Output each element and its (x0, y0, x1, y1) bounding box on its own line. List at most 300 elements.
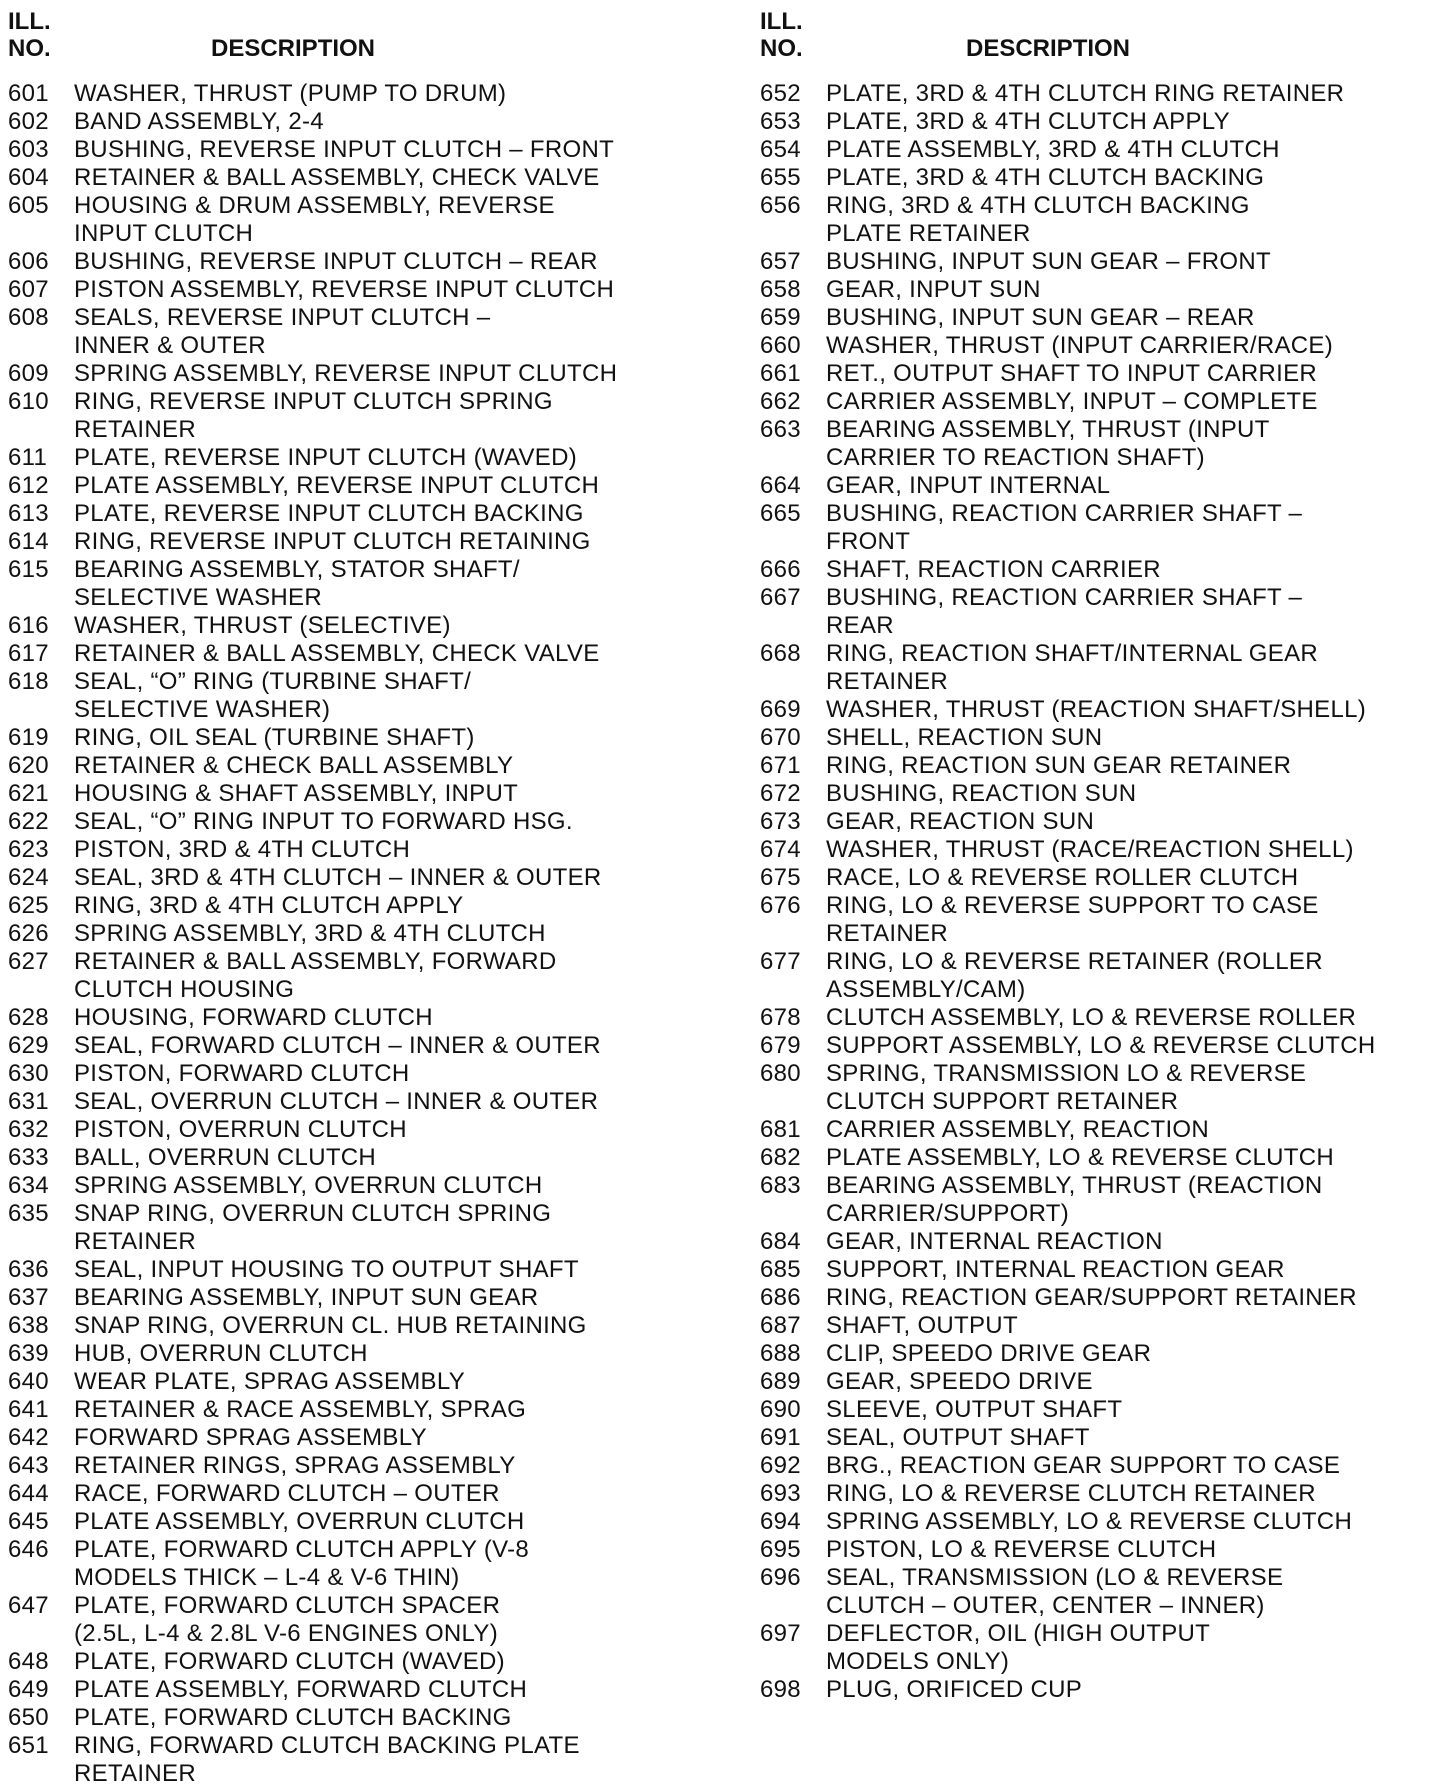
item-number: 643 (8, 1452, 49, 1479)
list-item (760, 1284, 1432, 1312)
description-label: DESCRIPTION (211, 35, 376, 62)
list-item (8, 1452, 708, 1480)
item-number: 694 (760, 1508, 801, 1535)
item-number: 680 (760, 1060, 801, 1087)
list-item (760, 752, 1432, 780)
item-number: 678 (760, 1004, 801, 1031)
item-description: SEAL, INPUT HOUSING TO OUTPUT SHAFT (74, 1256, 579, 1283)
list-item (760, 1368, 1432, 1396)
item-number: 696 (760, 1564, 801, 1591)
item-number: 646 (8, 1536, 49, 1563)
list-item (8, 724, 708, 752)
list-item (760, 276, 1432, 304)
item-number: 651 (8, 1732, 49, 1759)
item-description: SPRING ASSEMBLY, LO & REVERSE CLUTCH (826, 1508, 1353, 1535)
list-item (760, 1228, 1432, 1256)
item-description: SUPPORT ASSEMBLY, LO & REVERSE CLUTCH (826, 1032, 1376, 1059)
item-number: 691 (760, 1424, 801, 1451)
item-number: 660 (760, 332, 801, 359)
item-description: RETAINER & BALL ASSEMBLY, CHECK VALVE (74, 640, 600, 667)
item-number: 685 (760, 1256, 801, 1283)
item-description: FORWARD SPRAG ASSEMBLY (74, 1424, 427, 1451)
list-item (8, 1284, 708, 1312)
item-description: CARRIER ASSEMBLY, INPUT – COMPLETE (826, 388, 1318, 415)
item-description: BUSHING, INPUT SUN GEAR – REAR (826, 304, 1255, 331)
item-number: 638 (8, 1312, 49, 1339)
list-item (8, 1032, 708, 1060)
list-item (8, 1536, 708, 1592)
list-item (760, 1396, 1432, 1424)
item-description: BUSHING, REACTION SUN (826, 780, 1137, 807)
item-number: 687 (760, 1312, 801, 1339)
list-item (8, 108, 708, 136)
item-number: 672 (760, 780, 801, 807)
item-number: 621 (8, 780, 49, 807)
parts-list (760, 80, 1432, 1704)
item-description: BUSHING, REVERSE INPUT CLUTCH – FRONT (74, 136, 615, 163)
item-description: SNAP RING, OVERRUN CLUTCH SPRING RETAINER (74, 1200, 552, 1255)
list-item (760, 584, 1432, 640)
item-description: PLUG, ORIFICED CUP (826, 1676, 1083, 1703)
item-description: SEAL, “O” RING (TURBINE SHAFT/ SELECTIVE WASHER) (74, 668, 472, 723)
list-item (760, 360, 1432, 388)
item-description: HOUSING & SHAFT ASSEMBLY, INPUT (74, 780, 519, 807)
list-item (8, 1396, 708, 1424)
list-item (8, 80, 708, 108)
list-item (760, 1424, 1432, 1452)
list-item (8, 192, 708, 248)
item-number: 689 (760, 1368, 801, 1395)
list-item (760, 304, 1432, 332)
item-number: 645 (8, 1508, 49, 1535)
item-description: SPRING ASSEMBLY, OVERRUN CLUTCH (74, 1172, 543, 1199)
item-number: 674 (760, 836, 801, 863)
item-number: 620 (8, 752, 49, 779)
item-description: PLATE, FORWARD CLUTCH APPLY (V-8 MODELS THICK – L-4 & V-6 THIN) (74, 1536, 530, 1591)
list-item (8, 472, 708, 500)
item-description: RING, LO & REVERSE SUPPORT TO CASE RETAINER (826, 892, 1319, 947)
list-item (8, 1200, 708, 1256)
list-item (8, 1424, 708, 1452)
item-description: GEAR, INTERNAL REACTION (826, 1228, 1163, 1255)
list-item (8, 500, 708, 528)
item-description: PLATE, 3RD & 4TH CLUTCH BACKING (826, 164, 1265, 191)
item-description: GEAR, SPEEDO DRIVE (826, 1368, 1093, 1395)
item-number: 625 (8, 892, 49, 919)
item-description: SEAL, FORWARD CLUTCH – INNER & OUTER (74, 1032, 601, 1059)
list-item (760, 948, 1432, 1004)
item-number: 607 (8, 276, 49, 303)
item-number: 673 (760, 808, 801, 835)
item-description: RETAINER & BALL ASSEMBLY, CHECK VALVE (74, 164, 600, 191)
item-number: 661 (760, 360, 801, 387)
item-number: 637 (8, 1284, 49, 1311)
item-number: 615 (8, 556, 49, 583)
item-number: 617 (8, 640, 49, 667)
list-item (8, 136, 708, 164)
item-number: 604 (8, 164, 49, 191)
item-description: GEAR, INPUT SUN (826, 276, 1041, 303)
item-number: 692 (760, 1452, 801, 1479)
item-description: HOUSING, FORWARD CLUTCH (74, 1004, 433, 1031)
item-number: 662 (760, 388, 801, 415)
item-description: PLATE ASSEMBLY, REVERSE INPUT CLUTCH (74, 472, 600, 499)
item-description: BEARING ASSEMBLY, INPUT SUN GEAR (74, 1284, 539, 1311)
item-description: BEARING ASSEMBLY, STATOR SHAFT/ SELECTIVE WASHER (74, 556, 520, 611)
item-number: 634 (8, 1172, 49, 1199)
item-number: 679 (760, 1032, 801, 1059)
list-item (760, 1508, 1432, 1536)
item-description: PLATE, FORWARD CLUTCH BACKING (74, 1704, 512, 1731)
parts-list-right-column (760, 8, 1432, 1704)
item-description: GEAR, INPUT INTERNAL (826, 472, 1111, 499)
list-item (760, 192, 1432, 248)
item-description: RING, REVERSE INPUT CLUTCH SPRING RETAINER (74, 388, 553, 443)
item-number: 610 (8, 388, 49, 415)
item-description: SEAL, OUTPUT SHAFT (826, 1424, 1090, 1451)
item-number: 627 (8, 948, 49, 975)
item-number: 655 (760, 164, 801, 191)
list-item (8, 304, 708, 360)
item-description: PLATE, 3RD & 4TH CLUTCH APPLY (826, 108, 1230, 135)
item-description: WEAR PLATE, SPRAG ASSEMBLY (74, 1368, 466, 1395)
item-number: 666 (760, 556, 801, 583)
item-description: SHAFT, OUTPUT (826, 1312, 1018, 1339)
item-description: RACE, FORWARD CLUTCH – OUTER (74, 1480, 500, 1507)
list-item (760, 1256, 1432, 1284)
item-description: BUSHING, REVERSE INPUT CLUTCH – REAR (74, 248, 598, 275)
item-description: CLUTCH ASSEMBLY, LO & REVERSE ROLLER (826, 1004, 1357, 1031)
item-description: PLATE ASSEMBLY, OVERRUN CLUTCH (74, 1508, 525, 1535)
list-item (760, 416, 1432, 472)
item-description: SEAL, OVERRUN CLUTCH – INNER & OUTER (74, 1088, 599, 1115)
item-number: 653 (760, 108, 801, 135)
item-description: RING, REACTION GEAR/SUPPORT RETAINER (826, 1284, 1357, 1311)
item-number: 647 (8, 1592, 49, 1619)
item-description: RETAINER & CHECK BALL ASSEMBLY (74, 752, 514, 779)
item-number: 631 (8, 1088, 49, 1115)
item-description: PISTON ASSEMBLY, REVERSE INPUT CLUTCH (74, 276, 615, 303)
item-description: SEALS, REVERSE INPUT CLUTCH – INNER & OUTER (74, 304, 491, 359)
ill-label: ILL. (760, 8, 803, 35)
item-description: RING, FORWARD CLUTCH BACKING PLATE RETAINER (74, 1732, 580, 1787)
item-number: 675 (760, 864, 801, 891)
item-number: 630 (8, 1060, 49, 1087)
parts-list-left-column (8, 8, 708, 1788)
list-item (760, 836, 1432, 864)
item-number: 663 (760, 416, 801, 443)
list-item (8, 780, 708, 808)
ill-label: ILL. (8, 8, 51, 35)
item-number: 635 (8, 1200, 49, 1227)
list-item (760, 892, 1432, 948)
no-label: NO. (8, 35, 51, 62)
item-description: BEARING ASSEMBLY, THRUST (REACTION CARRIER/SUPPORT) (826, 1172, 1323, 1227)
item-number: 612 (8, 472, 49, 499)
item-number: 613 (8, 500, 49, 527)
list-item (760, 1536, 1432, 1564)
column-header (8, 8, 708, 68)
item-description: SPRING, TRANSMISSION LO & REVERSE CLUTCH SUPPORT RETAINER (826, 1060, 1307, 1115)
list-item (760, 724, 1432, 752)
parts-list (8, 80, 708, 1788)
item-description: PLATE, FORWARD CLUTCH SPACER (2.5L, L-4 & 2.8L V-6 ENGINES ONLY) (74, 1592, 501, 1647)
list-item (8, 1312, 708, 1340)
list-item (760, 248, 1432, 276)
item-number: 686 (760, 1284, 801, 1311)
item-description: RETAINER & BALL ASSEMBLY, FORWARD CLUTCH HOUSING (74, 948, 557, 1003)
list-item (8, 1508, 708, 1536)
item-number: 616 (8, 612, 49, 639)
list-item (760, 1480, 1432, 1508)
item-description: HUB, OVERRUN CLUTCH (74, 1340, 368, 1367)
item-number: 649 (8, 1676, 49, 1703)
list-item (8, 1704, 708, 1732)
item-number: 665 (760, 500, 801, 527)
list-item (760, 1620, 1432, 1676)
list-item (760, 388, 1432, 416)
list-item (760, 500, 1432, 556)
item-number: 654 (760, 136, 801, 163)
list-item (8, 1676, 708, 1704)
list-item (8, 920, 708, 948)
item-number: 609 (8, 360, 49, 387)
list-item (760, 864, 1432, 892)
item-number: 682 (760, 1144, 801, 1171)
list-item (8, 556, 708, 612)
item-number: 657 (760, 248, 801, 275)
item-description: PISTON, OVERRUN CLUTCH (74, 1116, 407, 1143)
list-item (8, 640, 708, 668)
list-item (8, 1340, 708, 1368)
list-item (8, 1172, 708, 1200)
item-description: RACE, LO & REVERSE ROLLER CLUTCH (826, 864, 1299, 891)
item-description: CARRIER ASSEMBLY, REACTION (826, 1116, 1210, 1143)
item-description: BUSHING, REACTION CARRIER SHAFT – FRONT (826, 500, 1303, 555)
item-number: 681 (760, 1116, 801, 1143)
item-description: PLATE ASSEMBLY, 3RD & 4TH CLUTCH (826, 136, 1280, 163)
list-item (760, 1340, 1432, 1368)
list-item (8, 276, 708, 304)
list-item (8, 752, 708, 780)
list-item (8, 1648, 708, 1676)
list-item (8, 864, 708, 892)
item-description: WASHER, THRUST (PUMP TO DRUM) (74, 80, 507, 107)
item-description: RING, LO & REVERSE CLUTCH RETAINER (826, 1480, 1316, 1507)
item-description: PISTON, 3RD & 4TH CLUTCH (74, 836, 411, 863)
item-number: 601 (8, 80, 49, 107)
item-number: 642 (8, 1424, 49, 1451)
item-description: RETAINER & RACE ASSEMBLY, SPRAG (74, 1396, 527, 1423)
list-item (760, 1312, 1432, 1340)
list-item (8, 388, 708, 444)
list-item (760, 1564, 1432, 1620)
item-number: 608 (8, 304, 49, 331)
item-description: RING, REVERSE INPUT CLUTCH RETAINING (74, 528, 591, 555)
item-number: 659 (760, 304, 801, 331)
item-description: GEAR, REACTION SUN (826, 808, 1095, 835)
list-item (760, 472, 1432, 500)
item-number: 652 (760, 80, 801, 107)
item-number: 668 (760, 640, 801, 667)
list-item (760, 640, 1432, 696)
item-description: PLATE, REVERSE INPUT CLUTCH (WAVED) (74, 444, 578, 471)
item-number: 693 (760, 1480, 801, 1507)
list-item (8, 1004, 708, 1032)
list-item (8, 948, 708, 1004)
item-number: 650 (8, 1704, 49, 1731)
item-description: SLEEVE, OUTPUT SHAFT (826, 1396, 1123, 1423)
item-description: BEARING ASSEMBLY, THRUST (INPUT CARRIER TO REACTION SHAFT) (826, 416, 1270, 471)
item-number: 640 (8, 1368, 49, 1395)
item-number: 658 (760, 276, 801, 303)
item-description: PLATE, REVERSE INPUT CLUTCH BACKING (74, 500, 584, 527)
item-description: SEAL, TRANSMISSION (LO & REVERSE CLUTCH – OUTER, CENTER – INNER) (826, 1564, 1284, 1619)
item-description: WASHER, THRUST (RACE/REACTION SHELL) (826, 836, 1354, 863)
item-number: 698 (760, 1676, 801, 1703)
item-number: 623 (8, 836, 49, 863)
item-description: BUSHING, INPUT SUN GEAR – FRONT (826, 248, 1271, 275)
item-number: 688 (760, 1340, 801, 1367)
list-item (8, 892, 708, 920)
list-item (8, 1368, 708, 1396)
item-description: RING, 3RD & 4TH CLUTCH APPLY (74, 892, 464, 919)
list-item (8, 360, 708, 388)
no-label: NO. (760, 35, 803, 62)
item-number: 632 (8, 1116, 49, 1143)
item-number: 614 (8, 528, 49, 555)
item-number: 618 (8, 668, 49, 695)
item-description: WASHER, THRUST (SELECTIVE) (74, 612, 451, 639)
item-number: 639 (8, 1340, 49, 1367)
item-description: PLATE ASSEMBLY, FORWARD CLUTCH (74, 1676, 528, 1703)
item-number: 684 (760, 1228, 801, 1255)
list-item (8, 1592, 708, 1648)
item-description: RING, OIL SEAL (TURBINE SHAFT) (74, 724, 475, 751)
item-description: RING, 3RD & 4TH CLUTCH BACKING PLATE RETAINER (826, 192, 1250, 247)
list-item (8, 836, 708, 864)
item-number: 671 (760, 752, 801, 779)
item-number: 622 (8, 808, 49, 835)
item-description: SNAP RING, OVERRUN CL. HUB RETAINING (74, 1312, 587, 1339)
item-number: 603 (8, 136, 49, 163)
list-item (8, 1732, 708, 1788)
item-number: 690 (760, 1396, 801, 1423)
item-description: PLATE, FORWARD CLUTCH (WAVED) (74, 1648, 505, 1675)
item-description: SPRING ASSEMBLY, 3RD & 4TH CLUTCH (74, 920, 546, 947)
item-description: RING, REACTION SUN GEAR RETAINER (826, 752, 1292, 779)
item-description: BUSHING, REACTION CARRIER SHAFT – REAR (826, 584, 1303, 639)
list-item (8, 1088, 708, 1116)
list-item (760, 1172, 1432, 1228)
description-label: DESCRIPTION (966, 35, 1131, 62)
item-number: 624 (8, 864, 49, 891)
item-description: SHELL, REACTION SUN (826, 724, 1103, 751)
item-number: 636 (8, 1256, 49, 1283)
item-number: 648 (8, 1648, 49, 1675)
column-header (760, 8, 1432, 68)
list-item (760, 780, 1432, 808)
list-item (8, 1480, 708, 1508)
list-item (760, 696, 1432, 724)
item-number: 664 (760, 472, 801, 499)
item-description: WASHER, THRUST (REACTION SHAFT/SHELL) (826, 696, 1367, 723)
item-number: 633 (8, 1144, 49, 1171)
list-item (8, 1116, 708, 1144)
item-description: PLATE, 3RD & 4TH CLUTCH RING RETAINER (826, 80, 1345, 107)
list-item (760, 808, 1432, 836)
item-number: 626 (8, 920, 49, 947)
item-description: BRG., REACTION GEAR SUPPORT TO CASE (826, 1452, 1341, 1479)
list-item (760, 1004, 1432, 1032)
list-item (8, 808, 708, 836)
item-number: 605 (8, 192, 49, 219)
item-description: RETAINER RINGS, SPRAG ASSEMBLY (74, 1452, 516, 1479)
item-description: RING, LO & REVERSE RETAINER (ROLLER ASSEMBLY/CAM) (826, 948, 1323, 1003)
list-item (8, 528, 708, 556)
item-number: 676 (760, 892, 801, 919)
list-item (760, 332, 1432, 360)
item-description: HOUSING & DRUM ASSEMBLY, REVERSE INPUT CLUTCH (74, 192, 555, 247)
item-description: PLATE ASSEMBLY, LO & REVERSE CLUTCH (826, 1144, 1335, 1171)
list-item (8, 164, 708, 192)
list-item (8, 1144, 708, 1172)
list-item (8, 248, 708, 276)
list-item (760, 164, 1432, 192)
item-description: RING, REACTION SHAFT/INTERNAL GEAR RETAINER (826, 640, 1319, 695)
item-number: 644 (8, 1480, 49, 1507)
list-item (760, 108, 1432, 136)
item-description: BAND ASSEMBLY, 2-4 (74, 108, 324, 135)
item-description: SHAFT, REACTION CARRIER (826, 556, 1161, 583)
list-item (8, 1060, 708, 1088)
item-number: 695 (760, 1536, 801, 1563)
item-number: 619 (8, 724, 49, 751)
item-description: SUPPORT, INTERNAL REACTION GEAR (826, 1256, 1285, 1283)
item-description: SEAL, “O” RING INPUT TO FORWARD HSG. (74, 808, 573, 835)
item-number: 667 (760, 584, 801, 611)
list-item (760, 1060, 1432, 1116)
item-number: 669 (760, 696, 801, 723)
list-item (760, 1032, 1432, 1060)
list-item (8, 668, 708, 724)
item-description: PISTON, LO & REVERSE CLUTCH (826, 1536, 1217, 1563)
item-number: 641 (8, 1396, 49, 1423)
list-item (8, 612, 708, 640)
item-number: 683 (760, 1172, 801, 1199)
item-number: 629 (8, 1032, 49, 1059)
item-number: 670 (760, 724, 801, 751)
list-item (760, 1676, 1432, 1704)
item-description: BALL, OVERRUN CLUTCH (74, 1144, 377, 1171)
item-description: DEFLECTOR, OIL (HIGH OUTPUT MODELS ONLY) (826, 1620, 1211, 1675)
list-item (760, 1144, 1432, 1172)
item-number: 656 (760, 192, 801, 219)
list-item (8, 444, 708, 472)
item-description: WASHER, THRUST (INPUT CARRIER/RACE) (826, 332, 1333, 359)
item-number: 697 (760, 1620, 801, 1647)
item-number: 606 (8, 248, 49, 275)
item-number: 602 (8, 108, 49, 135)
item-description: SEAL, 3RD & 4TH CLUTCH – INNER & OUTER (74, 864, 602, 891)
list-item (760, 556, 1432, 584)
item-description: PISTON, FORWARD CLUTCH (74, 1060, 410, 1087)
list-item (760, 136, 1432, 164)
item-number: 677 (760, 948, 801, 975)
list-item (760, 80, 1432, 108)
item-description: SPRING ASSEMBLY, REVERSE INPUT CLUTCH (74, 360, 618, 387)
list-item (760, 1452, 1432, 1480)
